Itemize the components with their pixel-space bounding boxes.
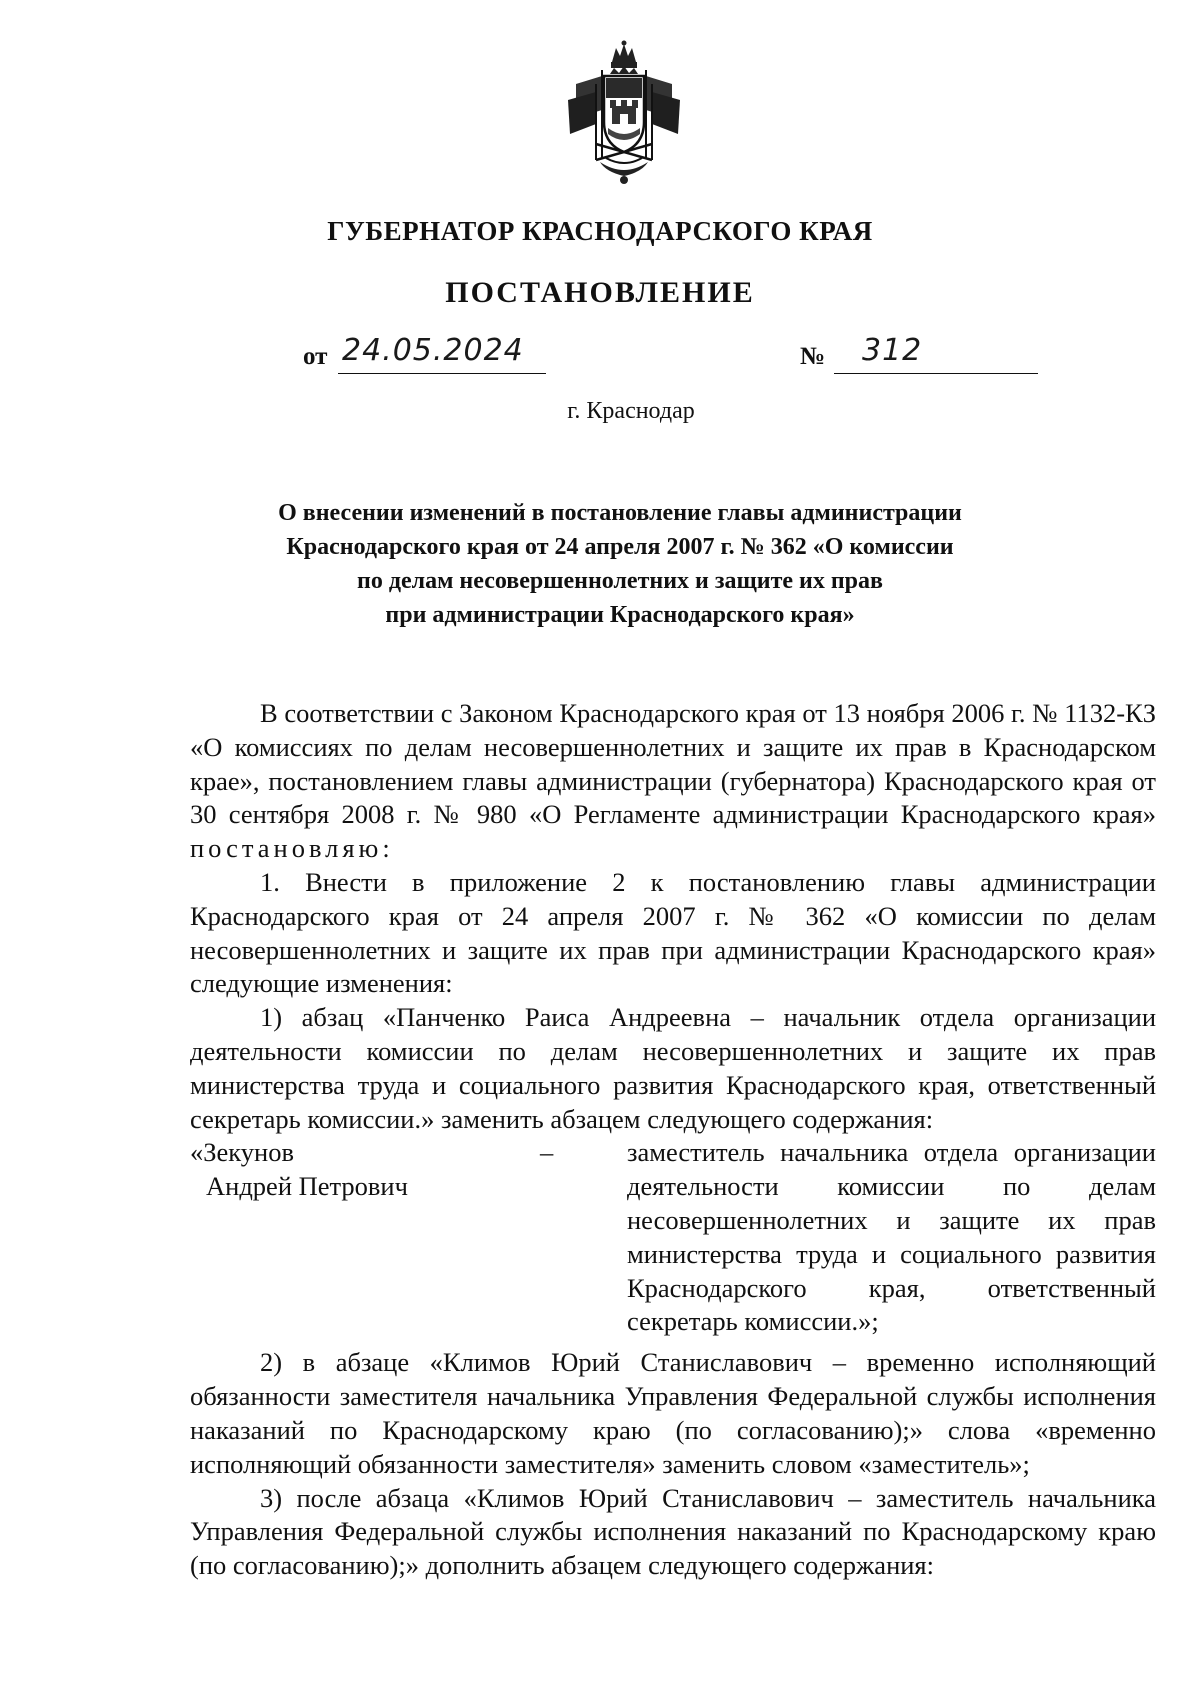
number-handwritten: 312 (862, 333, 923, 368)
subject-line: О внесении изменений в постановление главы администрации (278, 500, 962, 526)
member-entry (190, 1136, 1156, 1346)
item-1-paragraph: 1. Внести в приложение 2 к постановлению главы администрации Краснодарского края от 24 апреля 2007 г. № 362 «О комиссии по делам несовершеннолетних и защите их прав при администрации Краснодарского края» следующие изменения: (190, 866, 1156, 999)
subject-line: Краснодарского края от 24 апреля 2007 г. № 362 «О комиссии (286, 534, 954, 560)
issuer-heading: ГУБЕРНАТОР КРАСНОДАРСКОГО КРАЯ (327, 216, 873, 246)
member-given-names: Андрей Петрович (206, 1171, 408, 1202)
date-underline (338, 373, 546, 374)
subject-line: при администрации Краснодарского края» (385, 602, 855, 628)
number-underline (834, 373, 1038, 374)
date-handwritten: 24.05.2024 (342, 333, 524, 368)
date-prefix: от (303, 343, 328, 370)
document-body (190, 697, 1156, 1583)
member-surname: «Зекунов (190, 1137, 294, 1168)
document-type-title: ПОСТАНОВЛЕНИЕ (445, 276, 755, 309)
member-dash: – (540, 1137, 554, 1168)
subitem-2-paragraph: 2) в абзаце «Климов Юрий Станиславович – временно исполняющий обязанности заместителя начальника Управления Федеральной службы исполнения наказаний по Краснодарскому краю (по согласованию);» слова «временно исполняющий обязанности заместителя» заменить словом «заместитель»; (190, 1347, 1156, 1479)
city-label: г. Краснодар (567, 398, 695, 424)
preamble-text: В соответствии с Законом Краснодарского края от 13 ноября 2006 г. № 1132-КЗ «О комиссиях по делам несовершеннолетних и защите их прав в Краснодарском крае», постановлением главы администрации (губернатора) Краснодарского края от 30 сентября 2008 г. № 980 «О Регламенте администрации Краснодарского края» (190, 698, 1156, 830)
subitem-3-paragraph: 3) после абзаца «Климов Юрий Станиславович – заместитель начальника Управления Федеральной службы исполнения наказаний по Краснодарскому краю (по согласованию);» дополнить абзацем следующего содержания: (190, 1482, 1156, 1581)
document-subject (180, 496, 1060, 632)
preamble-paragraph (190, 697, 1156, 866)
subitem-1-paragraph: 1) абзац «Панченко Раиса Андреевна – начальник отдела организации деятельности комиссии по делам несовершеннолетних и защите их прав министерства труда и социального развития Краснодарского края, ответственный секретарь комиссии.» заменить абзацем следующего содержания: (190, 1002, 1156, 1134)
member-position: заместитель начальника отдела организации деятельности комиссии по делам несовершеннолетних и защите их прав министерства труда и социального развития Краснодарского края, ответственный секретарь комиссии.»; (627, 1137, 1156, 1337)
coat-of-arms-icon (562, 40, 686, 188)
number-prefix: № (800, 343, 826, 370)
decree-word: постановляю: (190, 833, 394, 864)
member-name (190, 1136, 450, 1204)
subject-line: по делам несовершеннолетних и защите их прав (356, 568, 883, 594)
